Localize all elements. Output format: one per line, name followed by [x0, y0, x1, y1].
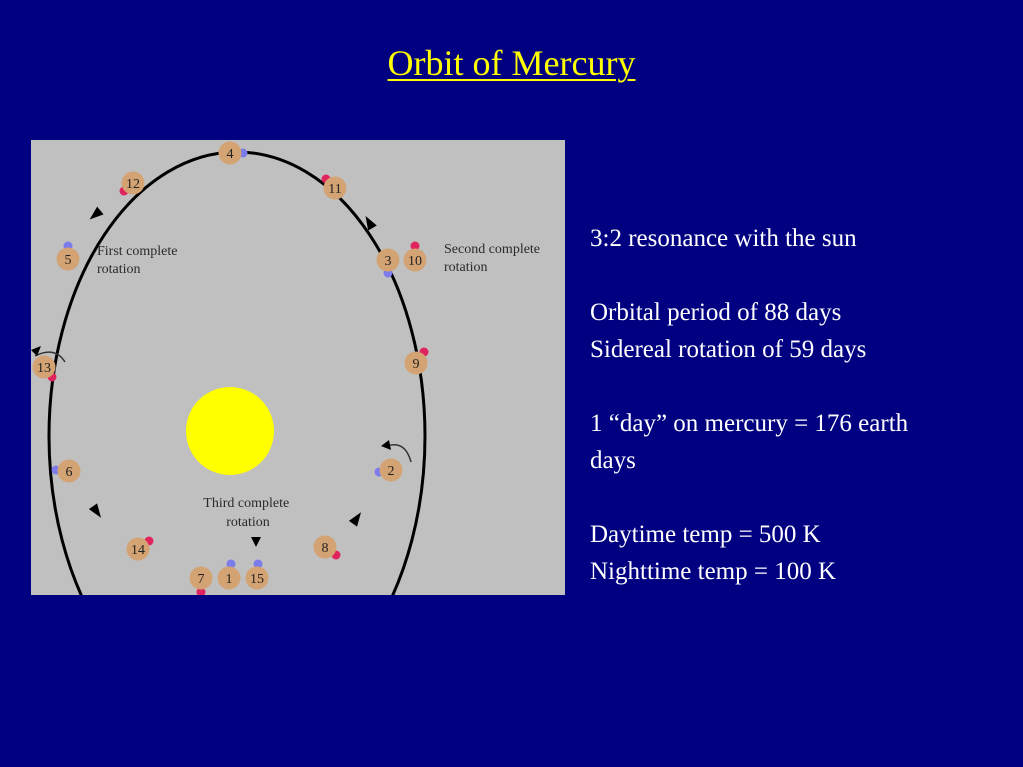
planet-position-10 [404, 242, 427, 272]
first-rotation-label-line2: rotation [97, 262, 141, 277]
facts-list [590, 220, 1010, 590]
planet-number-label: 13 [37, 361, 51, 376]
fact-gap [590, 257, 1010, 294]
fact-nighttime-temp: Nighttime temp = 100 K [590, 558, 837, 585]
planet-number-label: 15 [250, 572, 264, 587]
second-rotation-label-line1: Second complete [444, 242, 541, 257]
planet-number-label: 5 [64, 253, 72, 268]
planet-number-label: 11 [328, 182, 342, 197]
planet-number-label: 9 [412, 357, 420, 372]
orbit-diagram-svg [31, 140, 565, 595]
planet-number-label: 12 [126, 177, 140, 192]
planet-position-7 [190, 567, 213, 596]
first-rotation-label-line1: First complete [97, 244, 178, 259]
planet-number-label: 7 [197, 572, 205, 587]
fact-daytime-temp: Daytime temp = 500 K [590, 521, 821, 548]
first-rotation-label [97, 244, 181, 277]
planet-number-label: 2 [387, 464, 395, 479]
orbit-direction-arrow [89, 503, 105, 520]
planet-number-label: 6 [65, 465, 73, 480]
sun [186, 387, 274, 475]
fact-day-length-line2: days [590, 447, 636, 474]
planet-position-5 [57, 242, 80, 271]
planet-number-label: 14 [131, 543, 145, 558]
planet-position-3 [377, 249, 400, 278]
planet-position-2 [375, 459, 403, 482]
planet-number-label: 4 [226, 147, 234, 162]
third-rotation-label-line1: Third complete [203, 496, 290, 511]
planet-position-1 [218, 560, 241, 590]
fact-resonance: 3:2 resonance with the sun [590, 225, 857, 252]
fact-gap [590, 479, 1010, 516]
second-rotation-label-line2: rotation [444, 260, 488, 275]
fact-sidereal-rotation: Sidereal rotation of 59 days [590, 336, 867, 363]
rotation-arrow-head [381, 440, 391, 450]
fact-gap [590, 368, 1010, 405]
planet-position-8 [314, 536, 341, 560]
planet-position-6 [52, 460, 81, 483]
third-rotation-label-line2: rotation [226, 515, 270, 530]
planet-position-14 [127, 537, 154, 561]
slide-title: Orbit of Mercury [387, 43, 636, 83]
planet-number-label: 10 [408, 254, 422, 269]
second-rotation-label [444, 242, 544, 275]
fact-orbital-period: Orbital period of 88 days [590, 299, 842, 326]
third-rotation-label [203, 496, 292, 530]
orbit-direction-arrow [349, 509, 365, 526]
planet-number-label: 3 [384, 254, 392, 269]
orbit-diagram [31, 140, 565, 595]
planet-position-13 [33, 356, 57, 382]
planet-position-11 [322, 175, 347, 200]
orbit-direction-arrow [86, 207, 103, 224]
planet-number-label: 8 [321, 541, 329, 556]
planet-position-15 [246, 560, 269, 590]
planet-number-label: 1 [225, 572, 233, 587]
planet-position-9 [405, 348, 429, 375]
planet-position-4 [219, 142, 248, 165]
fact-day-length-line1: 1 “day” on mercury = 176 earth [590, 410, 909, 437]
orbit-direction-arrow [251, 537, 261, 547]
